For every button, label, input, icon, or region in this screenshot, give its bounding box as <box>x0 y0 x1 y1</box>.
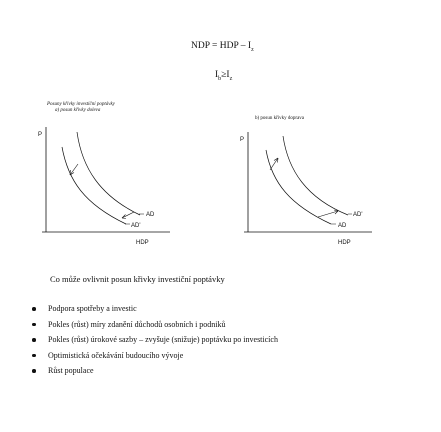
left-ad-label: AD <box>146 212 155 218</box>
formula-subscript: z <box>251 46 254 53</box>
right-x-axis-label: HDP <box>338 240 351 246</box>
list-item <box>30 319 278 335</box>
bullet-icon <box>32 354 36 358</box>
left-y-axis-label: P <box>38 132 43 138</box>
condition-right-sub: z <box>229 75 233 82</box>
formula-text: NDP = HDP – I <box>191 41 252 51</box>
bullet-icon <box>32 307 36 311</box>
list-item <box>30 365 278 381</box>
list-item-text: Optimistická očekávání budoucího vývoje <box>48 350 184 360</box>
right-y-axis-label: P <box>240 137 245 143</box>
bullet-list <box>30 303 278 381</box>
condition-left-sub: b <box>218 75 222 82</box>
condition-operator: ≥ <box>221 70 227 80</box>
list-item <box>30 303 278 319</box>
right-shift-arrow <box>270 158 278 170</box>
question-heading: Co může ovlivnit posun křivky investiční poptávky <box>50 274 225 284</box>
left-ad-prime-label: AD' <box>131 223 141 229</box>
right-shift-arrow-head <box>274 158 278 163</box>
list-item-text: Podpora spotřeby a investic <box>48 304 137 313</box>
list-item-text: Pokles (růst) úrokové sazby – zvyšuje (snižuje) poptávku po investicích <box>48 335 278 345</box>
left-x-axis-label: HDP <box>136 240 149 246</box>
list-item-text: Růst populace <box>48 366 94 376</box>
bullet-icon <box>32 369 36 373</box>
right-ad-prime-label: AD' <box>353 212 363 218</box>
right-ad-prime-curve <box>283 136 348 215</box>
bullet-icon <box>32 323 36 327</box>
condition-right: I <box>226 70 230 80</box>
right-graph-caption: b) posun křivky doprava <box>255 116 305 121</box>
left-caption-title: Posuny křivky investiční poptávky <box>47 102 115 107</box>
condition-left: I <box>215 70 219 80</box>
right-ad-label: AD <box>338 223 347 229</box>
list-item-text: Pokles (růst) míry zdanění důchodů osobních i podniků <box>48 319 226 329</box>
bullet-icon <box>32 338 36 342</box>
list-item <box>30 350 278 366</box>
left-caption-subtitle: a) posun křivky doleva <box>55 108 101 113</box>
list-item <box>30 334 278 350</box>
